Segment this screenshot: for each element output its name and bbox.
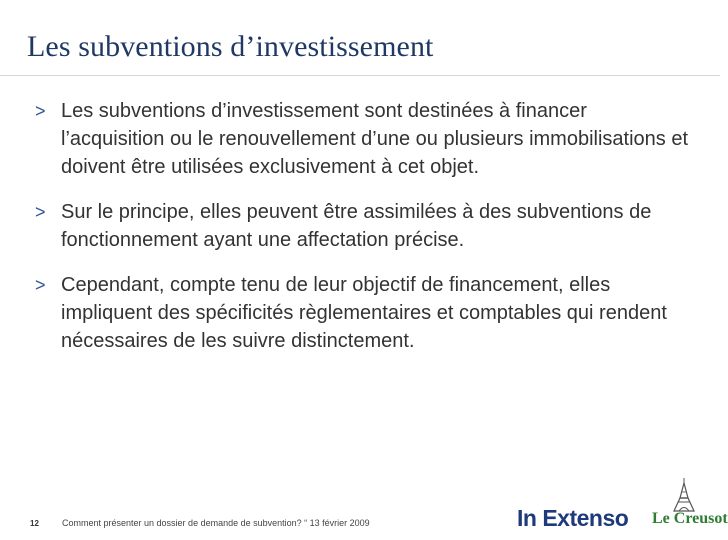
bullet-item [33,198,693,254]
bullet-text: Cependant, compte tenu de leur objectif de financement, elles impliquent des spécificités règlementaires et comptables qui rendent nécessaires de les suivre distinctement. [61,274,667,352]
bullet-item [33,271,693,355]
page-number: 12 [30,519,39,528]
lecreusot-wordmark: Le Creusot [652,510,728,527]
bullet-marker: > [35,101,46,121]
bullet-marker: > [35,202,46,222]
eiffel-tower-icon [650,478,716,512]
lecreusot-logo [650,478,728,536]
bullet-marker: > [35,275,46,295]
bullet-list [33,97,693,372]
bullet-text: Sur le principe, elles peuvent être assimilées à des subventions de fonctionnement ayant une affectation précise. [61,201,652,251]
slide-title: Les subventions d’investissement [27,30,434,63]
title-divider [0,75,720,76]
footer-caption: Comment présenter un dossier de demande de subvention? “ 13 février 2009 [62,518,370,528]
bullet-text: Les subventions d’investissement sont destinées à financer l’acquisition ou le renouvellement d’une ou plusieurs immobilisations et doivent être utilisées exclusivement à cet objet. [61,100,689,178]
inextenso-logo: In Extenso [517,505,629,531]
bullet-item [33,97,693,181]
